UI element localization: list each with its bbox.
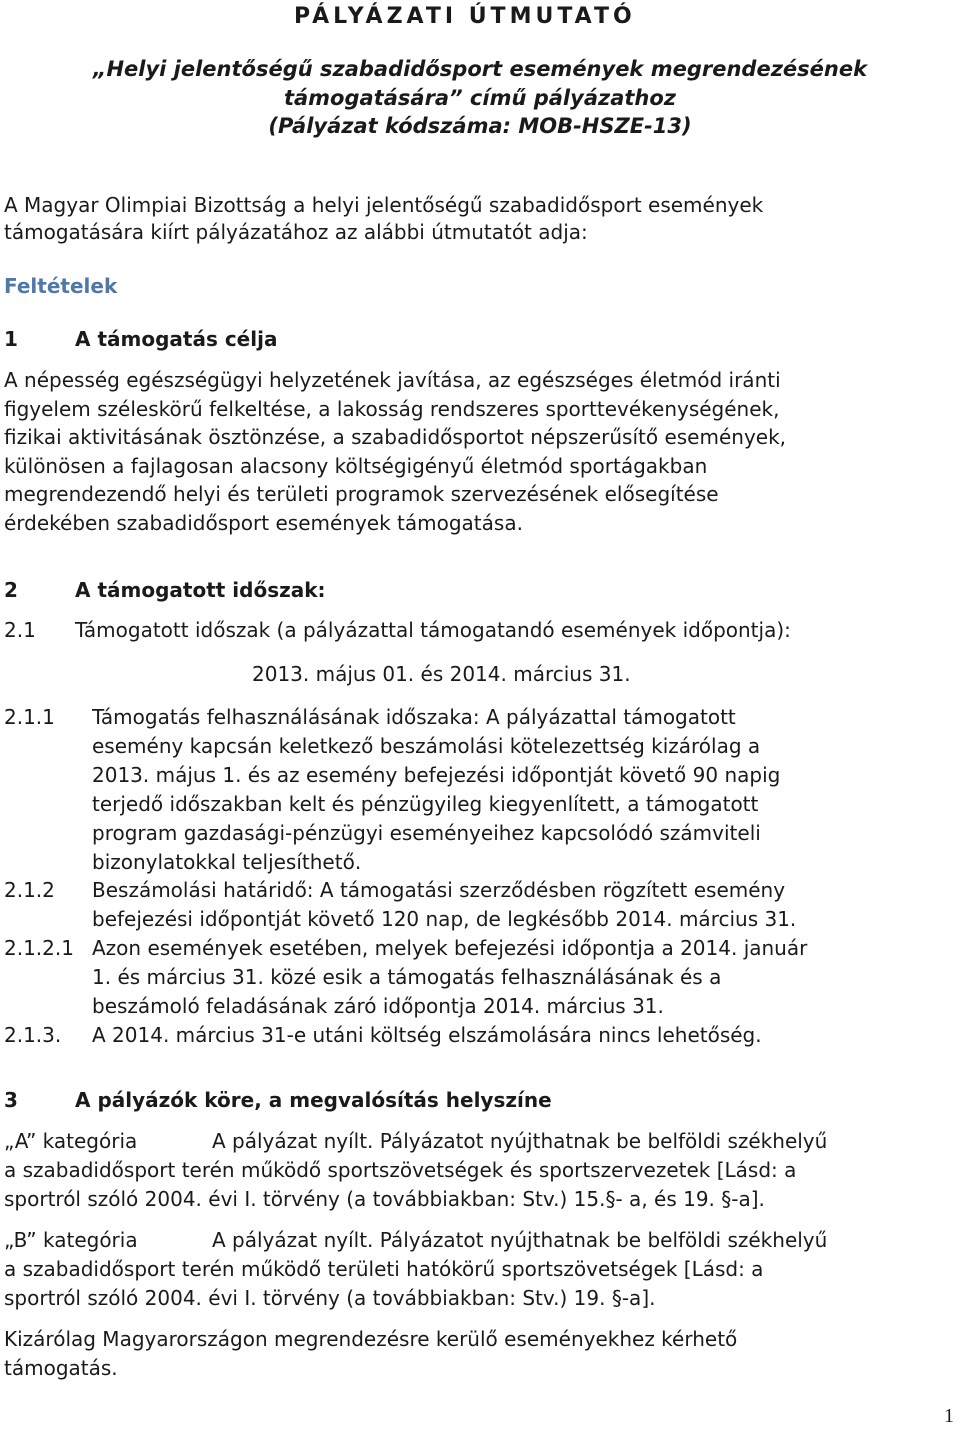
section-1-line: különösen a fajlagosan alacsony költségigényű életmód sportágakban [4,454,708,478]
category-a-line: A pályázat nyílt. Pályázatot nyújthatnak be belföldi székhelyű [212,1129,828,1153]
section-2-number: 2 [4,578,18,602]
section-1-title: A támogatás célja [75,327,278,351]
item-2-1-dates: 2013. május 01. és 2014. március 31. [252,662,631,686]
subtitle-line-3: (Pályázat kódszáma: MOB-HSZE-13) [268,114,692,138]
intro-line-2: támogatására kiírt pályázatához az alábbi útmutatót adja: [4,220,588,244]
item-2-1-1-number: 2.1.1 [4,705,55,729]
document-title: PÁLYÁZATI ÚTMUTATÓ [294,4,636,29]
section-1-number: 1 [4,327,18,351]
item-2-1-1-line: terjedő időszakban kelt és pénzügyileg kiegyenlített, a támogatott [92,792,759,816]
category-b-line: a szabadidősport terén működő területi hatókörű sportszövetségek [Lásd: a [4,1257,764,1281]
item-2-1-2-1-number: 2.1.2.1 [4,936,74,960]
section-1-line: A népesség egészségügyi helyzetének javítása, az egészséges életmód iránti [4,368,781,392]
item-2-1-2-line: Beszámolási határidő: A támogatási szerződésben rögzített esemény [92,878,786,902]
item-2-1-2-number: 2.1.2 [4,878,55,902]
item-2-1-2-1-line: 1. és március 31. közé esik a támogatás felhasználásának és a [92,965,722,989]
category-b-line: sportról szóló 2004. évi I. törvény (a továbbiakban: Stv.) 19. §-a]. [4,1286,656,1310]
item-2-1-3-number: 2.1.3. [4,1023,62,1047]
section-1-line: érdekében szabadidősport események támogatása. [4,511,523,535]
item-2-1-2-1-line: Azon események esetében, melyek befejezési időpontja a 2014. január [92,936,808,960]
item-2-1-1-line: Támogatás felhasználásának időszaka: A pályázattal támogatott [92,705,736,729]
subtitle-line-1: „Helyi jelentőségű szabadidősport események megrendezésének [92,57,868,81]
section-2-title: A támogatott időszak: [75,578,326,602]
category-a-label: „A” kategória [4,1129,138,1153]
category-a-line: sportról szóló 2004. évi I. törvény (a továbbiakban: Stv.) 15.§- a, és 19. §-a]. [4,1187,765,1211]
section-1-line: megrendezendő helyi és területi programok szervezésének elősegítése [4,482,719,506]
section-1-line: fizikai aktivitásának ösztönzése, a szabadidősportot népszerűsítő események, [4,425,787,449]
closing-line-2: támogatás. [4,1356,118,1380]
section-3-number: 3 [4,1088,18,1112]
closing-line-1: Kizárólag Magyarországon megrendezésre kerülő eseményekhez kérhető [4,1327,738,1351]
category-b-line: A pályázat nyílt. Pályázatot nyújthatnak be belföldi székhelyű [212,1228,828,1252]
subtitle-line-2: támogatására” című pályázathoz [283,86,677,110]
item-2-1-1-line: bizonylatokkal teljesíthető. [92,850,362,874]
intro-line-1: A Magyar Olimpiai Bizottság a helyi jelentőségű szabadidősport események [4,193,764,217]
item-2-1-1-line: 2013. május 1. és az esemény befejezési időpontját követő 90 napig [92,763,781,787]
conditions-heading: Feltételek [4,274,118,298]
item-2-1-text: Támogatott időszak (a pályázattal támogatandó események időpontja): [75,618,791,642]
category-a-line: a szabadidősport terén működő sportszövetségek és sportszervezetek [Lásd: a [4,1158,797,1182]
item-2-1-3-text: A 2014. március 31-e utáni költség elszámolására nincs lehetőség. [92,1023,762,1047]
section-1-line: figyelem széleskörű felkeltése, a lakosság rendszeres sporttevékenységének, [4,397,780,421]
section-3-title: A pályázók köre, a megvalósítás helyszíne [75,1088,552,1112]
item-2-1-number: 2.1 [4,618,36,642]
page-number: 1 [944,1405,954,1427]
item-2-1-2-line: befejezési időpontját követő 120 nap, de legkésőbb 2014. március 31. [92,907,797,931]
category-b-label: „B” kategória [4,1228,138,1252]
item-2-1-2-1-line: beszámoló feladásának záró időpontja 2014. március 31. [92,994,664,1018]
item-2-1-1-line: esemény kapcsán keletkező beszámolási kötelezettség kizárólag a [92,734,761,758]
item-2-1-1-line: program gazdasági-pénzügyi eseményeihez kapcsolódó számviteli [92,821,761,845]
